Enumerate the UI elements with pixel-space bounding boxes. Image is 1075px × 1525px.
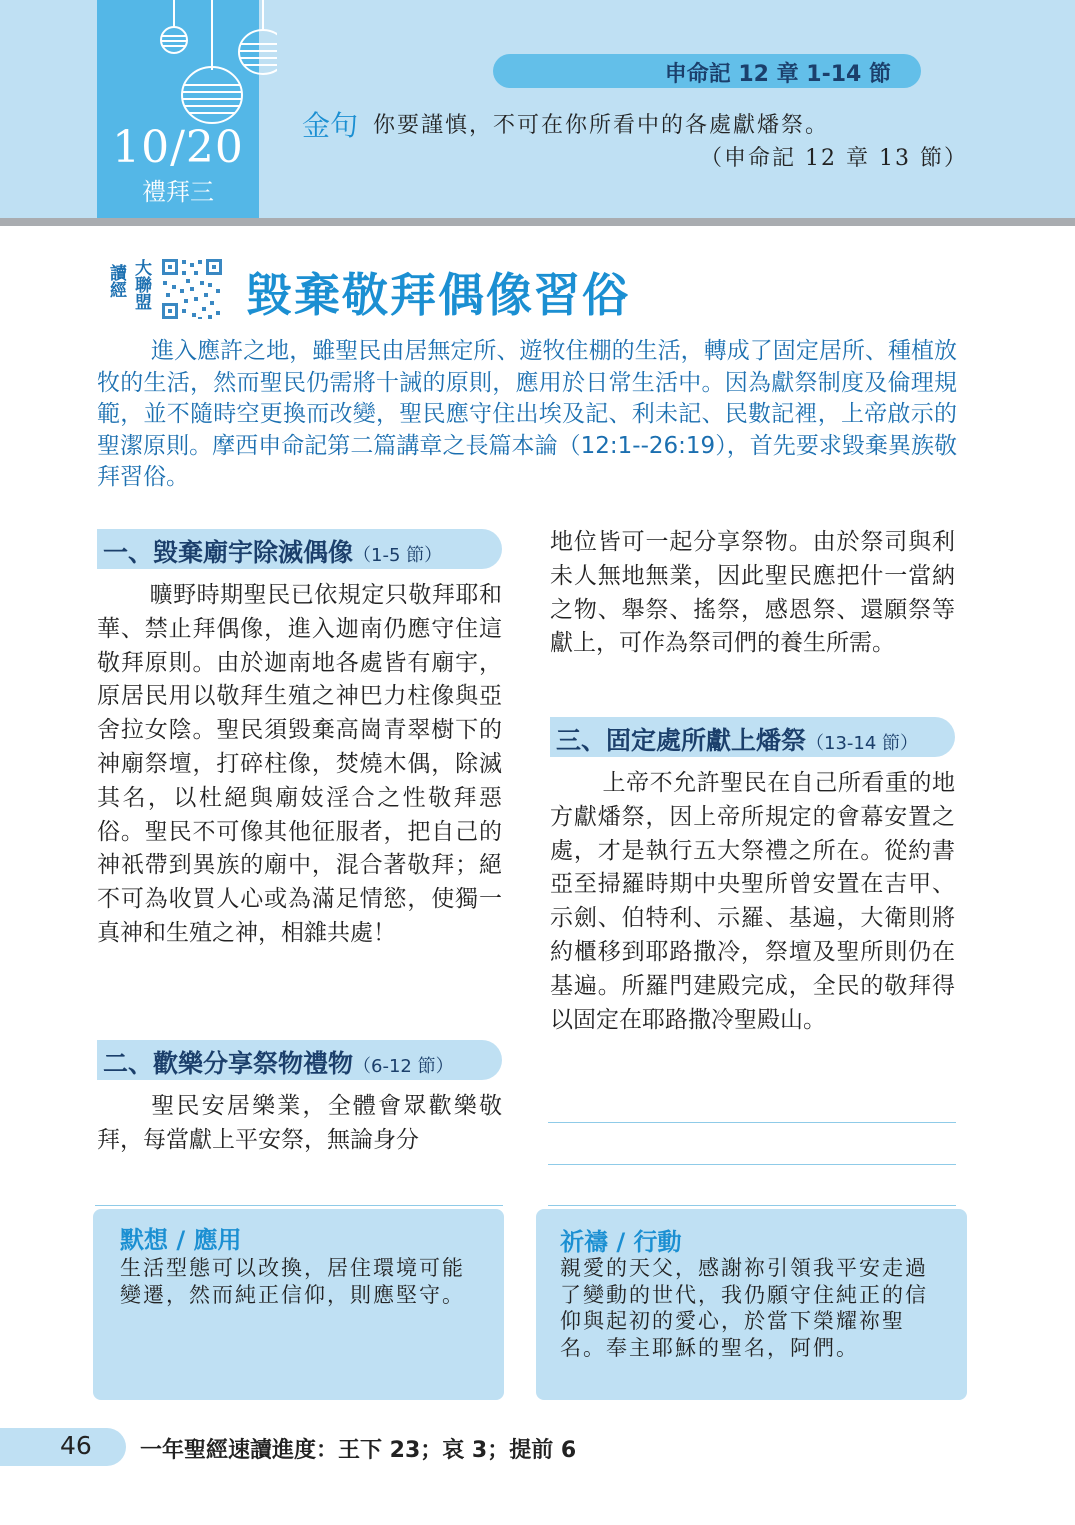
reading-progress: 一年聖經速讀進度：王下 23；哀 3；提前 6: [140, 1438, 577, 1463]
prayer-title: 祈禱 / 行動: [560, 1228, 682, 1256]
section-2-verses: （6-12 節）: [353, 1056, 454, 1077]
golden-verse-text: 你要謹慎，不可在你所看中的各處獻燔祭。: [373, 113, 830, 138]
divider-line: [548, 1205, 956, 1206]
prayer-text: 親愛的天父，感謝祢引領我平安走過了變動的世代，我仍願守住純正的信仰與起初的愛心，於當下榮耀祢聖名。奉主耶穌的聖名，阿們。: [560, 1256, 928, 1360]
badge-left-text: 讀經: [106, 264, 126, 298]
golden-verse-label: 金句: [302, 109, 359, 142]
meditation-text: 生活型態可以改換，居住環境可能變遷，然而純正信仰，則應堅守。: [120, 1256, 465, 1307]
ornament-icon: [57, 0, 277, 130]
intro-paragraph: [97, 336, 957, 494]
section-3-body: [550, 767, 955, 1037]
divider-line: [95, 1205, 503, 1206]
weekday-label: 禮拜三: [142, 178, 214, 206]
section-3-title: 三、固定處所獻上燔祭: [556, 726, 807, 755]
section-2-body: [97, 1090, 502, 1158]
badge-right-text: 大聯盟: [131, 259, 151, 310]
golden-verse-reference: （申命記 12 章 13 節）: [700, 146, 968, 171]
date-number: 10/20: [112, 122, 244, 173]
section-2-heading: [97, 1040, 502, 1080]
section-1-verses: （1-5 節）: [353, 545, 443, 566]
section-2-continuation-text: 地位皆可一起分享祭物。由於祭司與利未人無地無業，因此聖民應把什一當納之物、舉祭、搖祭，感恩祭、還願祭等獻上，可作為祭司們的養生所需。: [550, 529, 955, 657]
section-1-title: 一、毀棄廟宇除滅偶像: [103, 538, 354, 567]
page-number: 46: [60, 1431, 92, 1460]
section-1-text: 曠野時期聖民已依規定只敬拜耶和華、禁止拜偶像，進入迦南仍應守住這敬拜原則。由於迦南地各處皆有廟宇，原居民用以敬拜生殖之神巴力柱像與亞舍拉女陰。聖民須毀棄高崗青翠樹下的神廟祭壇，打碎柱像，焚燒木偶，除滅其名，以杜絕與廟妓淫合之性敬拜惡俗。聖民不可像其他征服者，把自己的神祇帶到異族的廟中，混合著敬拜；絕不可為收買人心或為滿足情慾，使獨一真神和生殖之神，相雜共處！: [97, 582, 502, 946]
note-line: [548, 1122, 956, 1123]
header-divider: [0, 218, 1075, 226]
section-2-title: 二、歡樂分享祭物禮物: [103, 1049, 354, 1078]
note-line: [548, 1164, 956, 1165]
section-3-text: 上帝不允許聖民在自己所看重的地方獻燔祭，因上帝所規定的會幕安置之處，才是執行五大祭禮之所在。從約書亞至掃羅時期中央聖所曾安置在吉甲、示劍、伯特利、示羅、基遍，大衛則將約櫃移到耶路撒冷，祭壇及聖所則仍在基遍。所羅門建殿完成，全民的敬拜得以固定在耶路撒冷聖殿山。: [550, 770, 955, 1033]
qr-code-icon[interactable]: [160, 257, 224, 321]
section-2-text: 聖民安居樂業，全體會眾歡樂敬拜，每當獻上平安祭，無論身分: [97, 1093, 502, 1153]
section-3-verses: （13-14 節）: [806, 733, 919, 754]
section-1-heading: [97, 529, 502, 569]
meditation-title: 默想 / 應用: [120, 1226, 242, 1254]
section-3-heading: [550, 717, 955, 757]
article-title: 毀棄敬拜偶像習俗: [246, 268, 630, 322]
scripture-reference: 申命記 12 章 1-14 節: [664, 62, 891, 87]
section-1-body: [97, 579, 502, 951]
section-2-continuation: [550, 526, 955, 661]
intro-text: 進入應許之地，雖聖民由居無定所、遊牧住棚的生活，轉成了固定居所、種植放牧的生活，然而聖民仍需將十誡的原則，應用於日常生活中。因為獻祭制度及倫理規範，並不隨時空更換而改變，聖民應守住出埃及記、利未記、民數記裡，上帝啟示的聖潔原則。摩西申命記第二篇講章之長篇本論（12:1--26:19），首先要求毀棄異族敬拜習俗。: [97, 338, 957, 490]
